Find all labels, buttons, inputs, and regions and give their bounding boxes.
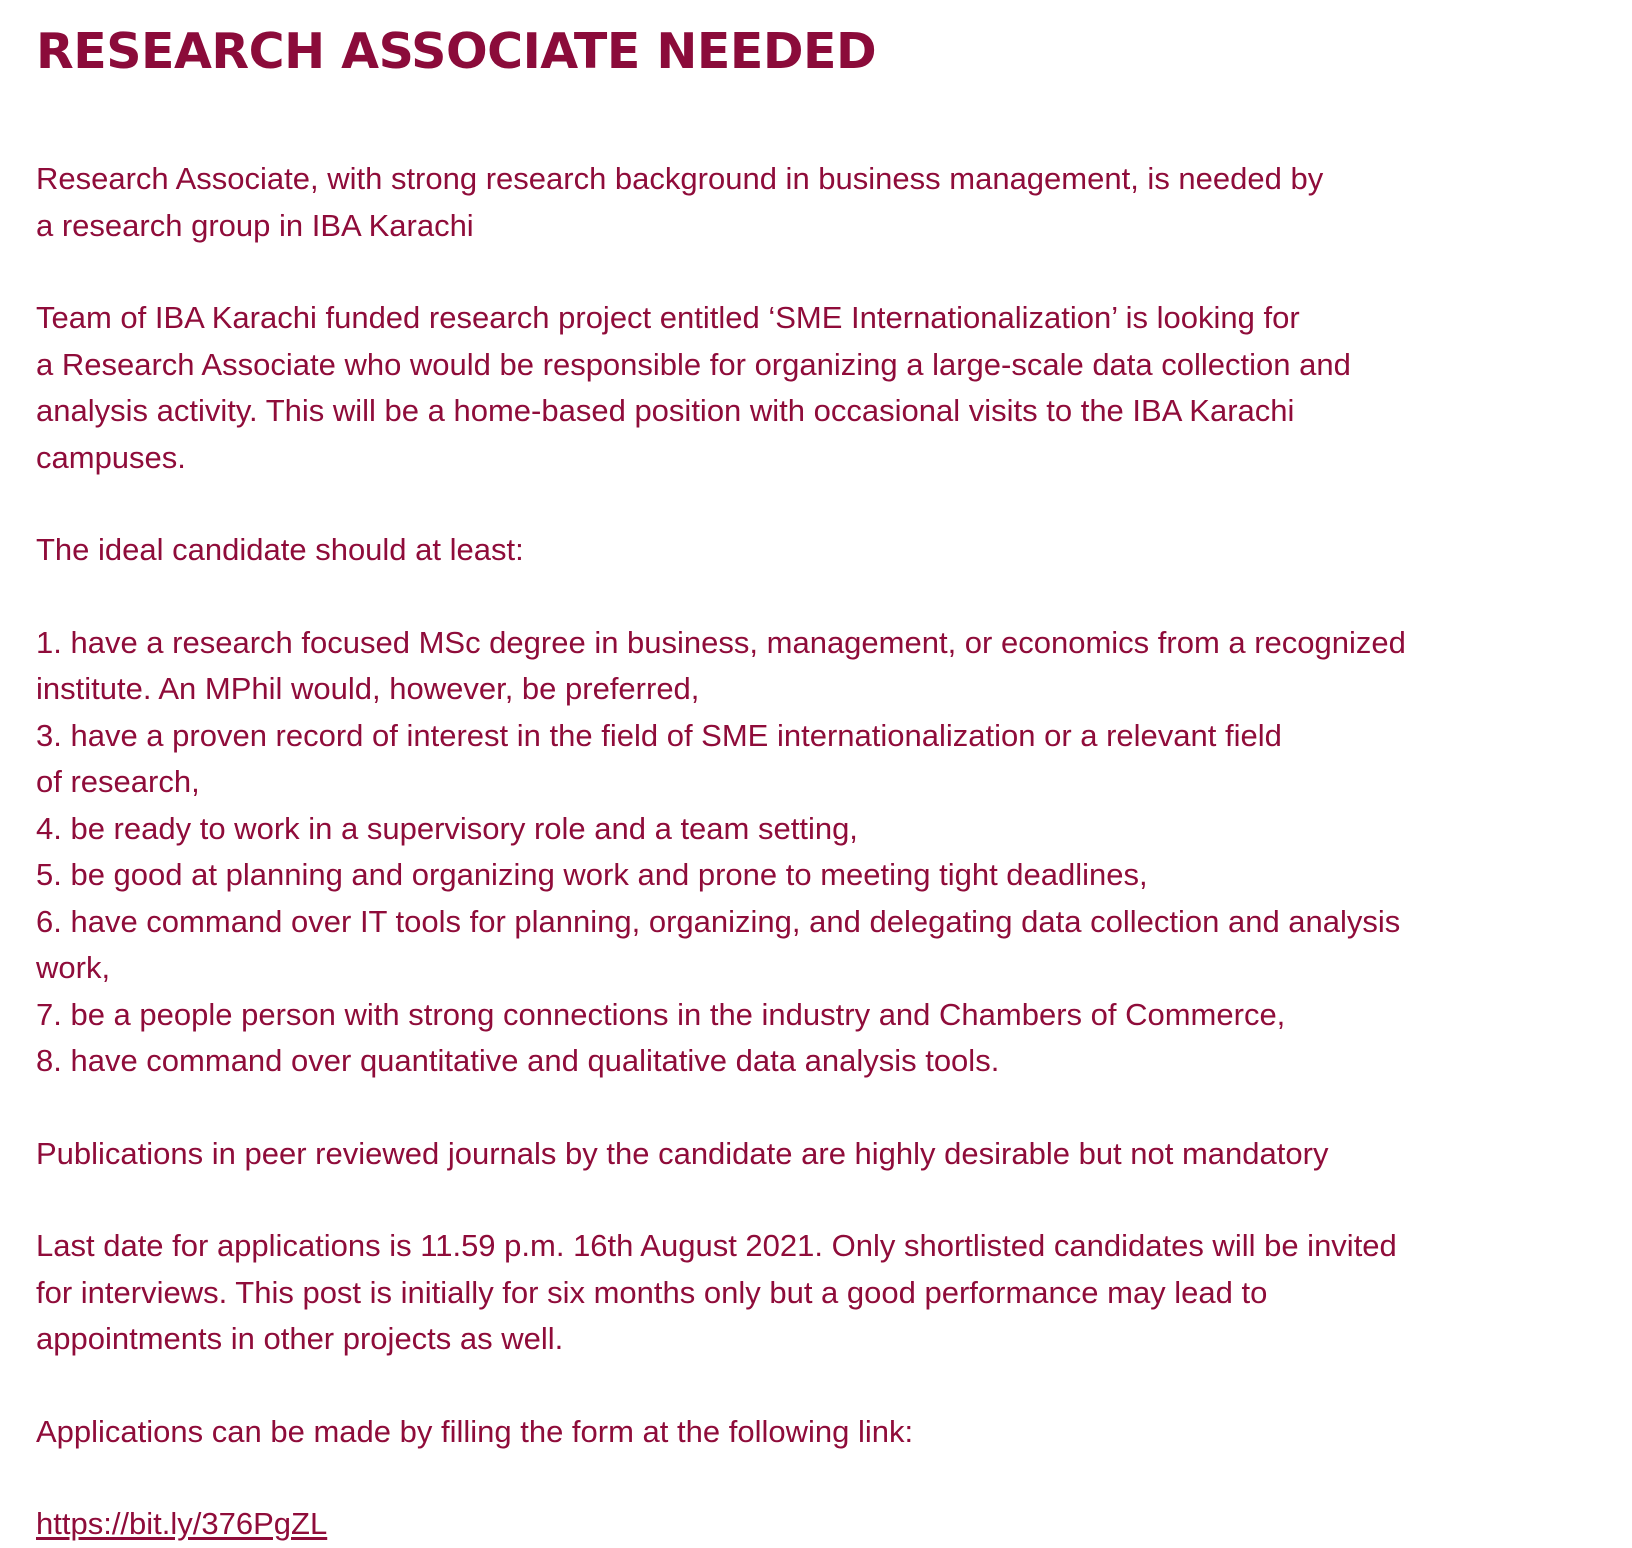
publications-paragraph: Publications in peer reviewed journals by the candidate are highly desirable but not mandatory (36, 1135, 1329, 1171)
list-item: 3. have a proven record of interest in the field of SME internationalization or a relevant field of research, (36, 717, 1282, 799)
apply-paragraph: Applications can be made by filling the form at the following link: (36, 1413, 914, 1449)
deadline-paragraph: Last date for applications is 11.59 p.m. 16th August 2021. Only shortlisted candidates will be invited for interviews. This post is initially for six months only but a good performance may lead to appointments in other projects as well. (36, 1228, 1397, 1356)
application-link[interactable]: https://bit.ly/376PgZL (36, 1506, 328, 1541)
requirements-list (36, 620, 1606, 1085)
ideal-candidate-heading: The ideal candidate should at least: (36, 532, 524, 567)
list-item: 1. have a research focused MSc degree in business, management, or economics from a recognized institute. An MPhil would, however, be preferred, (36, 624, 1406, 706)
page-title: RESEARCH ASSOCIATE NEEDED (36, 23, 877, 80)
list-item: 8. have command over quantitative and qualitative data analysis tools. (36, 1043, 1000, 1078)
job-posting (36, 22, 1606, 1548)
list-item: 4. be ready to work in a supervisory role and a team setting, (36, 810, 858, 846)
list-item: 6. have command over IT tools for planning, organizing, and delegating data collection and analysis work, (36, 903, 1401, 985)
team-paragraph: Team of IBA Karachi funded research project entitled ‘SME Internationalization’ is looking for a Research Associate who would be responsible for organizing a large-scale data collection and analysis activity. This will be a home-based position with occasional visits to the IBA Karachi campuses. (36, 300, 1351, 475)
list-item: 7. be a people person with strong connections in the industry and Chambers of Commerce, (36, 996, 1286, 1032)
intro-paragraph: Research Associate, with strong research background in business management, is needed by a research group in IBA Karachi (36, 161, 1324, 243)
list-item: 5. be good at planning and organizing work and prone to meeting tight deadlines, (36, 857, 1148, 892)
